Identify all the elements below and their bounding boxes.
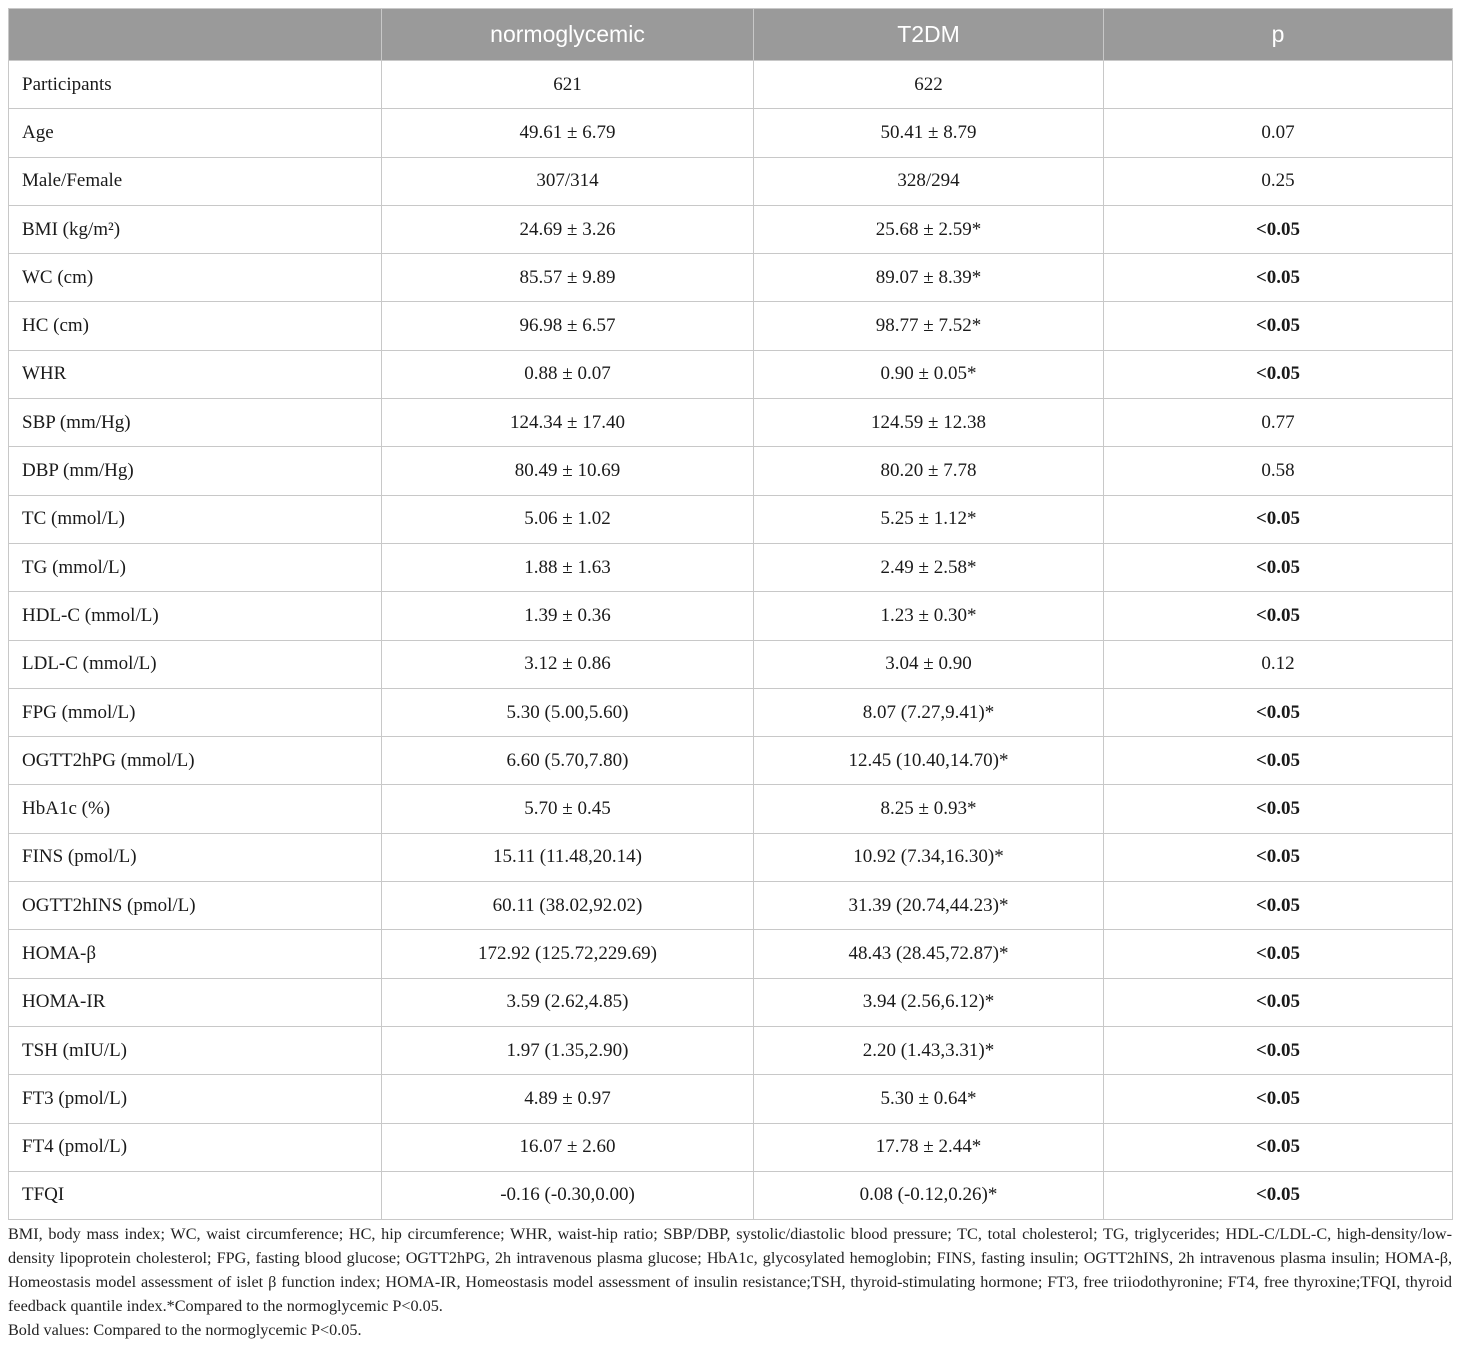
p-value [1104,61,1453,109]
t2dm-value: 0.08 (-0.12,0.26)* [754,1171,1104,1219]
t2dm-value: 3.94 (2.56,6.12)* [754,978,1104,1026]
normoglycemic-value: 5.70 ± 0.45 [382,785,754,833]
row-label: Age [9,109,382,157]
t2dm-value: 50.41 ± 8.79 [754,109,1104,157]
row-label: OGTT2hPG (mmol/L) [9,737,382,785]
p-value: 0.58 [1104,447,1453,495]
row-label: HDL-C (mmol/L) [9,592,382,640]
t2dm-value: 2.49 ± 2.58* [754,543,1104,591]
p-value: <0.05 [1104,737,1453,785]
p-value: <0.05 [1104,350,1453,398]
p-value: <0.05 [1104,254,1453,302]
table-row [9,350,1453,398]
t2dm-value: 98.77 ± 7.52* [754,302,1104,350]
t2dm-value: 12.45 (10.40,14.70)* [754,737,1104,785]
table-row [9,930,1453,978]
normoglycemic-value: 85.57 ± 9.89 [382,254,754,302]
normoglycemic-value: -0.16 (-0.30,0.00) [382,1171,754,1219]
row-label: SBP (mm/Hg) [9,399,382,447]
table-row [9,1075,1453,1123]
row-label: TSH (mIU/L) [9,1026,382,1074]
table-body [9,61,1453,1220]
table-row [9,833,1453,881]
normoglycemic-value: 4.89 ± 0.97 [382,1075,754,1123]
row-label: TG (mmol/L) [9,543,382,591]
p-value: <0.05 [1104,1171,1453,1219]
row-label: Participants [9,61,382,109]
t2dm-value: 124.59 ± 12.38 [754,399,1104,447]
p-value: <0.05 [1104,1123,1453,1171]
table-row [9,978,1453,1026]
p-value: <0.05 [1104,1075,1453,1123]
table-row [9,737,1453,785]
normoglycemic-value: 60.11 (38.02,92.02) [382,882,754,930]
row-label: LDL-C (mmol/L) [9,640,382,688]
p-value: 0.12 [1104,640,1453,688]
t2dm-value: 3.04 ± 0.90 [754,640,1104,688]
table-row [9,109,1453,157]
table-row [9,157,1453,205]
p-value: 0.77 [1104,399,1453,447]
normoglycemic-value: 6.60 (5.70,7.80) [382,737,754,785]
t2dm-value: 89.07 ± 8.39* [754,254,1104,302]
normoglycemic-value: 124.34 ± 17.40 [382,399,754,447]
table-row [9,785,1453,833]
normoglycemic-value: 49.61 ± 6.79 [382,109,754,157]
normoglycemic-value: 80.49 ± 10.69 [382,447,754,495]
normoglycemic-value: 3.12 ± 0.86 [382,640,754,688]
p-value: <0.05 [1104,543,1453,591]
normoglycemic-value: 24.69 ± 3.26 [382,205,754,253]
header-variable [9,9,382,61]
t2dm-value: 328/294 [754,157,1104,205]
table-row [9,61,1453,109]
characteristics-table [8,8,1453,1220]
t2dm-value: 17.78 ± 2.44* [754,1123,1104,1171]
t2dm-value: 80.20 ± 7.78 [754,447,1104,495]
normoglycemic-value: 172.92 (125.72,229.69) [382,930,754,978]
row-label: WC (cm) [9,254,382,302]
table-row [9,302,1453,350]
row-label: TC (mmol/L) [9,495,382,543]
table-footnote [8,1222,1452,1342]
row-label: FINS (pmol/L) [9,833,382,881]
row-label: BMI (kg/m²) [9,205,382,253]
p-value: <0.05 [1104,785,1453,833]
t2dm-value: 5.30 ± 0.64* [754,1075,1104,1123]
table-row [9,882,1453,930]
t2dm-value: 25.68 ± 2.59* [754,205,1104,253]
p-value: <0.05 [1104,688,1453,736]
data-table-container [8,8,1452,1220]
normoglycemic-value: 5.30 (5.00,5.60) [382,688,754,736]
bold-values-note: Bold values: Compared to the normoglycemic P<0.05. [8,1321,362,1339]
t2dm-value: 622 [754,61,1104,109]
row-label: Male/Female [9,157,382,205]
p-value: 0.07 [1104,109,1453,157]
table-row [9,495,1453,543]
header-p-value: p [1104,9,1453,61]
t2dm-value: 31.39 (20.74,44.23)* [754,882,1104,930]
normoglycemic-value: 0.88 ± 0.07 [382,350,754,398]
table-row [9,205,1453,253]
table-row [9,399,1453,447]
p-value: <0.05 [1104,592,1453,640]
t2dm-value: 10.92 (7.34,16.30)* [754,833,1104,881]
t2dm-value: 8.07 (7.27,9.41)* [754,688,1104,736]
row-label: DBP (mm/Hg) [9,447,382,495]
normoglycemic-value: 15.11 (11.48,20.14) [382,833,754,881]
p-value: <0.05 [1104,495,1453,543]
row-label: HOMA-IR [9,978,382,1026]
table-row [9,1026,1453,1074]
t2dm-value: 8.25 ± 0.93* [754,785,1104,833]
t2dm-value: 1.23 ± 0.30* [754,592,1104,640]
header-t2dm: T2DM [754,9,1104,61]
t2dm-value: 5.25 ± 1.12* [754,495,1104,543]
table-row [9,1123,1453,1171]
t2dm-value: 0.90 ± 0.05* [754,350,1104,398]
normoglycemic-value: 1.39 ± 0.36 [382,592,754,640]
t2dm-value: 48.43 (28.45,72.87)* [754,930,1104,978]
p-value: <0.05 [1104,930,1453,978]
table-row [9,447,1453,495]
normoglycemic-value: 1.88 ± 1.63 [382,543,754,591]
row-label: WHR [9,350,382,398]
row-label: OGTT2hINS (pmol/L) [9,882,382,930]
table-row [9,640,1453,688]
row-label: FT4 (pmol/L) [9,1123,382,1171]
t2dm-value: 2.20 (1.43,3.31)* [754,1026,1104,1074]
normoglycemic-value: 5.06 ± 1.02 [382,495,754,543]
row-label: HOMA-β [9,930,382,978]
row-label: FPG (mmol/L) [9,688,382,736]
p-value: 0.25 [1104,157,1453,205]
normoglycemic-value: 307/314 [382,157,754,205]
p-value: <0.05 [1104,882,1453,930]
table-row [9,1171,1453,1219]
p-value: <0.05 [1104,833,1453,881]
normoglycemic-value: 96.98 ± 6.57 [382,302,754,350]
table-header-row [9,9,1453,61]
normoglycemic-value: 1.97 (1.35,2.90) [382,1026,754,1074]
row-label: HbA1c (%) [9,785,382,833]
table-row [9,688,1453,736]
table-row [9,543,1453,591]
p-value: <0.05 [1104,1026,1453,1074]
row-label: FT3 (pmol/L) [9,1075,382,1123]
p-value: <0.05 [1104,205,1453,253]
p-value: <0.05 [1104,302,1453,350]
p-value: <0.05 [1104,978,1453,1026]
normoglycemic-value: 16.07 ± 2.60 [382,1123,754,1171]
row-label: HC (cm) [9,302,382,350]
header-normoglycemic: normoglycemic [382,9,754,61]
normoglycemic-value: 3.59 (2.62,4.85) [382,978,754,1026]
abbreviations-note: BMI, body mass index; WC, waist circumference; HC, hip circumference; WHR, waist-hip ratio; SBP/DBP, systolic/diastolic blood pressure; TC, total cholesterol; TG, triglycerides; HDL-C/LDL-C, high-density/low-density lipoprotein cholesterol; FPG, fasting blood glucose; OGTT2hPG, 2h intravenous plasma glucose; HbA1c, glycosylated hemoglobin; FINS, fasting insulin; OGTT2hINS, 2h intravenous plasma insulin; HOMA-β, Homeostasis model assessment of islet β function index; HOMA-IR, Homeostasis model assessment of insulin resistance;TSH, thyroid-stimulating hormone; FT3, free triiodothyronine; FT4, free thyroxine;TFQI, thyroid feedback quantile index.*Compared to the normoglycemic P<0.05. [8,1225,1452,1315]
table-row [9,592,1453,640]
table-row [9,254,1453,302]
row-label: TFQI [9,1171,382,1219]
normoglycemic-value: 621 [382,61,754,109]
